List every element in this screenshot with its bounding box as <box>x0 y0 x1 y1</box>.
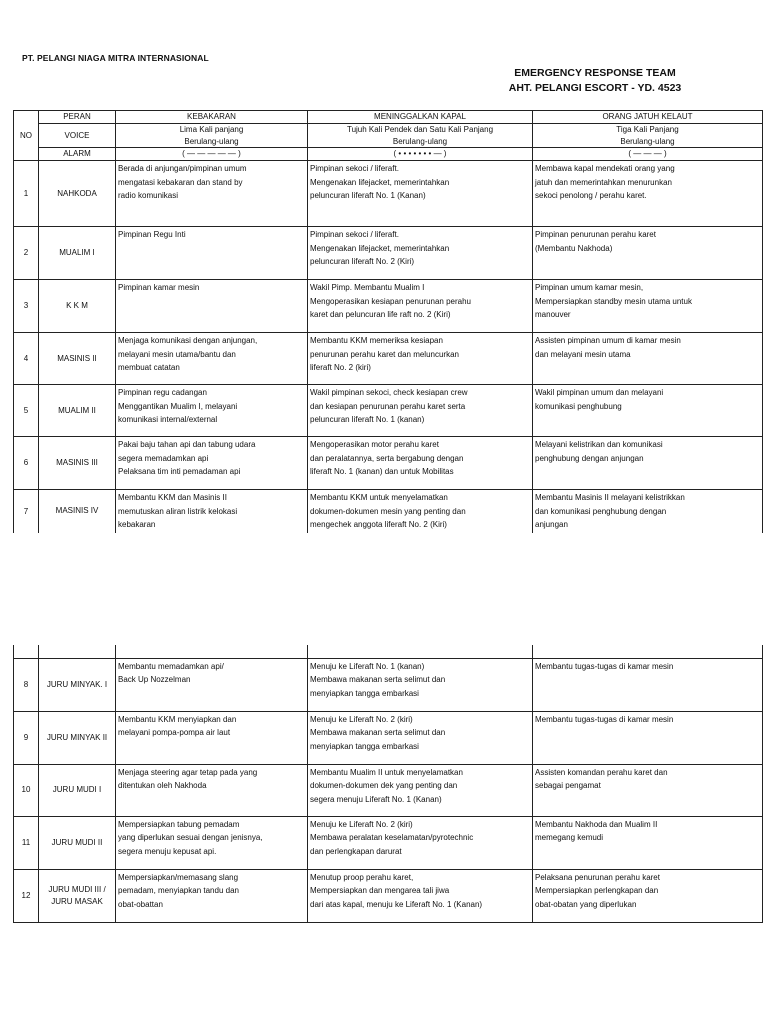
row-role <box>39 333 116 385</box>
duty-meninggalkan-line: Menuju ke Liferaft No. 2 (kiri) <box>310 714 413 724</box>
duty-kebakaran-line: Membantu KKM menyiapkan dan <box>118 714 237 724</box>
duty-kebakaran-line: Mempersiapkan tabung pemadam <box>118 819 240 829</box>
duty-meninggalkan-line: Membawa makanan serta selimut dan <box>310 675 446 684</box>
duty-kebakaran-line: Back Up Nozzelman <box>118 675 191 684</box>
duty-kebakaran-line: Berada di anjungan/pimpinan umum <box>118 164 247 173</box>
row-role-line: MASINIS IV <box>55 506 99 516</box>
duty-kebakaran-line: Mempersiapkan/memasang slang <box>118 872 239 882</box>
duty-meninggalkan-line: Membantu KKM untuk menyelamatkan <box>310 493 448 502</box>
row-role-line: MASINIS III <box>56 458 98 467</box>
duty-jatuh-line: Membawa kapal mendekati orang yang <box>535 164 675 173</box>
duty-jatuh <box>533 764 763 816</box>
duty-meninggalkan-line: Menutup proop perahu karet, <box>310 872 414 882</box>
table-row <box>14 816 763 869</box>
duty-kebakaran-line: melayani pompa-pompa air laut <box>118 728 231 737</box>
row-number-line: 10 <box>21 785 31 795</box>
row-role-line: JURU MINYAK II <box>46 732 108 742</box>
alarm-kebakaran: ( — — — — — ) <box>116 148 308 161</box>
duty-jatuh-line: Pimpinan umum kamar mesin, <box>535 283 644 292</box>
header-kebakaran: KEBAKARAN <box>116 111 308 124</box>
duty-jatuh-line: anjungan <box>535 520 568 529</box>
duty-meninggalkan-line: penurunan perahu karet dan meluncurkan <box>310 349 459 359</box>
duty-meninggalkan-line: peluncuran liferaft No. 2 (Kiri) <box>310 257 415 266</box>
row-role <box>39 490 116 533</box>
duty-meninggalkan <box>308 227 533 280</box>
duty-meninggalkan-line: dari atas kapal, menuju ke Liferaft No. 1 (Kanan) <box>310 899 483 909</box>
voice-line: Tujuh Kali Pendek dan Satu Kali Panjang <box>346 125 494 134</box>
duty-jatuh <box>533 437 763 490</box>
continuation-cell <box>14 645 39 658</box>
duty-kebakaran-line: segera memadamkan api <box>118 453 209 463</box>
duty-kebakaran-line: Pimpinan kamar mesin <box>118 283 200 292</box>
duty-kebakaran <box>116 280 308 333</box>
row-number-line: 2 <box>23 248 29 258</box>
duty-jatuh <box>533 869 763 922</box>
duty-kebakaran-line: radio komunikasi <box>118 191 179 200</box>
duty-meninggalkan-line: dan kesiapan penurunan perahu karet serta <box>310 401 466 411</box>
duty-jatuh-line: komunikasi penghubung <box>535 401 622 411</box>
row-number <box>14 816 39 869</box>
duty-jatuh <box>533 161 763 227</box>
duty-meninggalkan-line: Mengenakan lifejacket, memerintahkan <box>310 243 450 253</box>
row-role <box>39 280 116 333</box>
duty-kebakaran-line: Menggantikan Mualim I, melayani <box>118 401 238 411</box>
duty-meninggalkan <box>308 816 533 869</box>
row-number <box>14 280 39 333</box>
duty-meninggalkan <box>308 385 533 437</box>
duty-kebakaran-line: ditentukan oleh Nakhoda <box>118 781 207 790</box>
row-number <box>14 227 39 280</box>
duty-kebakaran-line: Pimpinan Regu Inti <box>118 230 186 239</box>
duty-meninggalkan <box>308 764 533 816</box>
duty-meninggalkan <box>308 333 533 385</box>
row-number <box>14 333 39 385</box>
duty-meninggalkan-line: menyiapkan tangga embarkasi <box>310 741 419 751</box>
table-row <box>14 711 763 764</box>
row-role-line: JURU MUDI II <box>51 837 103 847</box>
duty-kebakaran <box>116 869 308 922</box>
row-number-line: 7 <box>23 506 29 516</box>
header-jatuh: ORANG JATUH KELAUT <box>533 111 763 124</box>
duty-meninggalkan-line: Mengoperasikan kesiapan penurunan perahu <box>310 296 472 306</box>
duty-jatuh-line: sekoci penolong / perahu karet. <box>535 191 647 200</box>
table-row <box>14 227 763 280</box>
row-role <box>39 385 116 437</box>
duty-jatuh-line: Membantu Masinis II melayani kelistrikkan <box>535 493 685 502</box>
duty-meninggalkan-line: dokumen-dokumen mesin yang penting dan <box>310 506 466 516</box>
duty-kebakaran-line: mengatasi kebakaran dan stand by <box>118 177 243 187</box>
duty-meninggalkan <box>308 711 533 764</box>
row-number <box>14 490 39 533</box>
header-meninggalkan: MENINGGALKAN KAPAL <box>308 111 533 124</box>
row-role <box>39 437 116 490</box>
row-number <box>14 658 39 711</box>
duty-meninggalkan-line: segera menuju Liferaft No. 1 (Kanan) <box>310 794 442 804</box>
duty-kebakaran-line: Pimpinan regu cadangan <box>118 388 207 397</box>
row-number-line: 4 <box>23 353 29 363</box>
duty-meninggalkan-line: Mempersiapkan dan mengarea tali jiwa <box>310 886 450 895</box>
voice-line: Tiga Kali Panjang <box>616 125 679 134</box>
row-number-line: 12 <box>21 890 31 900</box>
emergency-table-part2 <box>13 645 763 923</box>
duty-meninggalkan-line: dan perlengkapan darurat <box>310 846 402 856</box>
row-role-line: JURU MASAK <box>51 896 103 906</box>
row-number-line: 5 <box>23 405 29 415</box>
duty-meninggalkan <box>308 280 533 333</box>
duty-jatuh-line: manouver <box>535 310 571 319</box>
table-row <box>14 869 763 922</box>
duty-kebakaran-line: memutuskan aliran listrik kelokasi <box>118 506 238 516</box>
voice-meninggalkan <box>308 124 533 148</box>
duty-kebakaran-line: komunikasi internal/external <box>118 415 218 424</box>
table-row <box>14 333 763 385</box>
row-number <box>14 161 39 227</box>
duty-jatuh-line: penghubung dengan anjungan <box>535 453 644 463</box>
duty-kebakaran-line: Membantu memadamkan api/ <box>118 661 224 671</box>
duty-kebakaran <box>116 658 308 711</box>
duty-kebakaran <box>116 711 308 764</box>
document-title: EMERGENCY RESPONSE TEAM <box>514 67 676 79</box>
duty-kebakaran-line: Pelaksana tim inti pemadaman api <box>118 467 241 476</box>
duty-kebakaran-line: obat-obattan <box>118 899 163 909</box>
duty-meninggalkan-line: Wakil pimpinan sekoci, check kesiapan crew <box>310 388 468 397</box>
duty-kebakaran-line: Pakai baju tahan api dan tabung udara <box>118 440 256 449</box>
duty-jatuh <box>533 227 763 280</box>
duty-jatuh <box>533 280 763 333</box>
continuation-cell <box>116 645 308 658</box>
row-role-line: MUALIM II <box>58 405 96 415</box>
row-role-line: JURU MINYAK. I <box>46 679 108 689</box>
duty-kebakaran <box>116 227 308 280</box>
duty-kebakaran-line: Menjaga steering agar tetap pada yang <box>118 767 258 777</box>
row-number-line: 8 <box>23 679 29 689</box>
continuation-cell <box>39 645 116 658</box>
duty-jatuh-line: Membantu tugas-tugas di kamar mesin <box>535 661 674 671</box>
continuation-cell <box>308 645 533 658</box>
duty-jatuh-line: Wakil pimpinan umum dan melayani <box>535 388 664 397</box>
duty-jatuh-line: Membantu Nakhoda dan Mualim II <box>535 819 658 829</box>
row-role-line: K K M <box>66 301 88 310</box>
row-number-line: 3 <box>23 301 29 311</box>
duty-jatuh-line: dan melayani mesin utama <box>535 349 631 359</box>
duty-meninggalkan-line: dan peralatannya, serta bergabung dengan <box>310 453 464 463</box>
duty-jatuh-line: Mempersiapkan perlengkapan dan <box>535 886 659 895</box>
row-role-line: MASINIS II <box>57 353 97 363</box>
duty-jatuh-line: jatuh dan memerintahkan menurunkan <box>535 177 672 187</box>
duty-meninggalkan <box>308 161 533 227</box>
row-role <box>39 764 116 816</box>
duty-kebakaran <box>116 333 308 385</box>
duty-kebakaran <box>116 816 308 869</box>
duty-meninggalkan-line: Wakil Pimp. Membantu Mualim I <box>310 283 425 292</box>
duty-jatuh-line: Mempersiapkan standby mesin utama untuk <box>535 296 692 306</box>
duty-meninggalkan-line: Menuju ke Liferaft No. 2 (kiri) <box>310 819 413 829</box>
duty-jatuh-line: Melayani kelistrikan dan komunikasi <box>535 440 663 449</box>
duty-meninggalkan-line: Membawa makanan serta selimut dan <box>310 728 446 737</box>
header-peran: PERAN <box>39 111 116 124</box>
row-number-line: 1 <box>23 188 29 198</box>
duty-kebakaran <box>116 437 308 490</box>
voice-line: Berulang-ulang <box>392 136 448 146</box>
duty-meninggalkan-line: liferaft No. 2 (kiri) <box>310 363 371 372</box>
duty-meninggalkan-line: Mengoperasikan motor perahu karet <box>310 440 439 449</box>
duty-kebakaran <box>116 490 308 533</box>
document-subtitle: AHT. PELANGI ESCORT - YD. 4523 <box>508 82 682 94</box>
duty-kebakaran-line: melayani mesin utama/bantu dan <box>118 349 236 359</box>
duty-meninggalkan-line: Membantu Mualim II untuk menyelamatkan <box>310 767 463 777</box>
row-role-line: MUALIM I <box>59 248 95 257</box>
voice-line: Lima Kali panjang <box>179 125 244 134</box>
table-row <box>14 385 763 437</box>
row-role-line: JURU MUDI III / <box>48 884 106 894</box>
duty-meninggalkan-line: karet dan peluncuran life raft no. 2 (Kiri) <box>310 310 451 319</box>
table-row <box>14 437 763 490</box>
duty-kebakaran <box>116 764 308 816</box>
duty-meninggalkan-line: Membawa peralatan keselamatan/pyrotechnic <box>310 833 474 842</box>
duty-meninggalkan-line: menyiapkan tangga embarkasi <box>310 688 419 698</box>
row-number <box>14 385 39 437</box>
duty-meninggalkan-line: Menuju ke Liferaft No. 1 (kanan) <box>310 661 425 671</box>
duty-meninggalkan-line: Mengenakan lifejacket, memerintahkan <box>310 177 450 187</box>
row-number <box>14 869 39 922</box>
row-number-line: 9 <box>23 732 29 742</box>
duty-kebakaran-line: kebakaran <box>118 520 156 529</box>
duty-meninggalkan-line: mengechek anggota liferaft No. 2 (Kiri) <box>310 520 447 529</box>
header-alarm: ALARM <box>39 148 116 161</box>
duty-meninggalkan-line: Pimpinan sekoci / liferaft. <box>310 230 399 239</box>
row-number <box>14 711 39 764</box>
row-role <box>39 161 116 227</box>
table-row <box>14 490 763 533</box>
row-number <box>14 437 39 490</box>
table-body-part1 <box>14 161 763 533</box>
duty-jatuh <box>533 385 763 437</box>
duty-jatuh <box>533 658 763 711</box>
duty-jatuh <box>533 333 763 385</box>
duty-jatuh-line: Assisten pimpinan umum di kamar mesin <box>535 336 681 345</box>
alarm-meninggalkan: ( • • • • • • • — ) <box>308 148 533 161</box>
duty-meninggalkan-line: liferaft No. 1 (kanan) dan untuk Mobilitas <box>310 467 454 476</box>
header-no: NO <box>14 111 39 161</box>
row-number <box>14 764 39 816</box>
voice-kebakaran <box>116 124 308 148</box>
duty-jatuh-line: Pimpinan penurunan perahu karet <box>535 230 656 239</box>
emergency-table-part1 <box>13 110 763 533</box>
alarm-jatuh: ( — — — ) <box>533 148 763 161</box>
duty-kebakaran-line: segera menuju kepusat api. <box>118 846 217 856</box>
row-number-line: 11 <box>21 837 31 847</box>
table-row <box>14 161 763 227</box>
duty-jatuh-line: Membantu tugas-tugas di kamar mesin <box>535 714 674 724</box>
row-number-line: 6 <box>23 458 29 468</box>
duty-jatuh-line: sebagai pengamat <box>535 781 601 790</box>
duty-meninggalkan <box>308 869 533 922</box>
row-role <box>39 227 116 280</box>
duty-jatuh-line: dan komunikasi penghubung dengan <box>535 506 667 516</box>
row-role <box>39 816 116 869</box>
row-role <box>39 869 116 922</box>
duty-kebakaran-line: yang diperlukan sesuai dengan jenisnya, <box>118 833 263 842</box>
duty-meninggalkan-line: peluncuran liferaft No. 1 (kanan) <box>310 415 425 424</box>
duty-jatuh-line: Pelaksana penurunan perahu karet <box>535 872 660 882</box>
duty-meninggalkan <box>308 490 533 533</box>
duty-jatuh <box>533 490 763 533</box>
duty-jatuh-line: (Membantu Nakhoda) <box>535 243 613 253</box>
header-voice: VOICE <box>39 124 116 148</box>
voice-jatuh <box>533 124 763 148</box>
duty-jatuh-line: obat-obatan yang diperlukan <box>535 899 637 909</box>
duty-kebakaran <box>116 161 308 227</box>
duty-meninggalkan <box>308 437 533 490</box>
row-role-line: NAHKODA <box>57 188 97 198</box>
duty-meninggalkan-line: peluncuran liferaft No. 1 (Kanan) <box>310 191 426 200</box>
table-body-part2 <box>14 658 763 922</box>
voice-line: Berulang-ulang <box>620 136 675 146</box>
duty-meninggalkan-line: Membantu KKM memeriksa kesiapan <box>310 336 443 345</box>
table-row <box>14 764 763 816</box>
duty-meninggalkan-line: dokumen-dokumen dek yang penting dan <box>310 781 458 790</box>
duty-kebakaran-line: membuat catatan <box>118 363 180 372</box>
table-row <box>14 280 763 333</box>
company-name: PT. PELANGI NIAGA MITRA INTERNASIONAL <box>22 53 209 63</box>
duty-jatuh-line: Assisten komandan perahu karet dan <box>535 767 668 777</box>
row-role <box>39 711 116 764</box>
duty-kebakaran-line: Membantu KKM dan Masinis II <box>118 493 227 502</box>
table-row <box>14 658 763 711</box>
duty-kebakaran <box>116 385 308 437</box>
duty-meninggalkan-line: Pimpinan sekoci / liferaft. <box>310 164 399 173</box>
duty-jatuh <box>533 711 763 764</box>
row-role <box>39 658 116 711</box>
duty-jatuh <box>533 816 763 869</box>
voice-line: Berulang-ulang <box>184 136 239 146</box>
duty-kebakaran-line: pemadam, menyiapkan tandu dan <box>118 886 239 895</box>
duty-jatuh-line: memegang kemudi <box>535 833 604 842</box>
row-role-line: JURU MUDI I <box>52 785 102 794</box>
continuation-cell <box>533 645 763 658</box>
duty-meninggalkan <box>308 658 533 711</box>
duty-kebakaran-line: Menjaga komunikasi dengan anjungan, <box>118 336 258 345</box>
